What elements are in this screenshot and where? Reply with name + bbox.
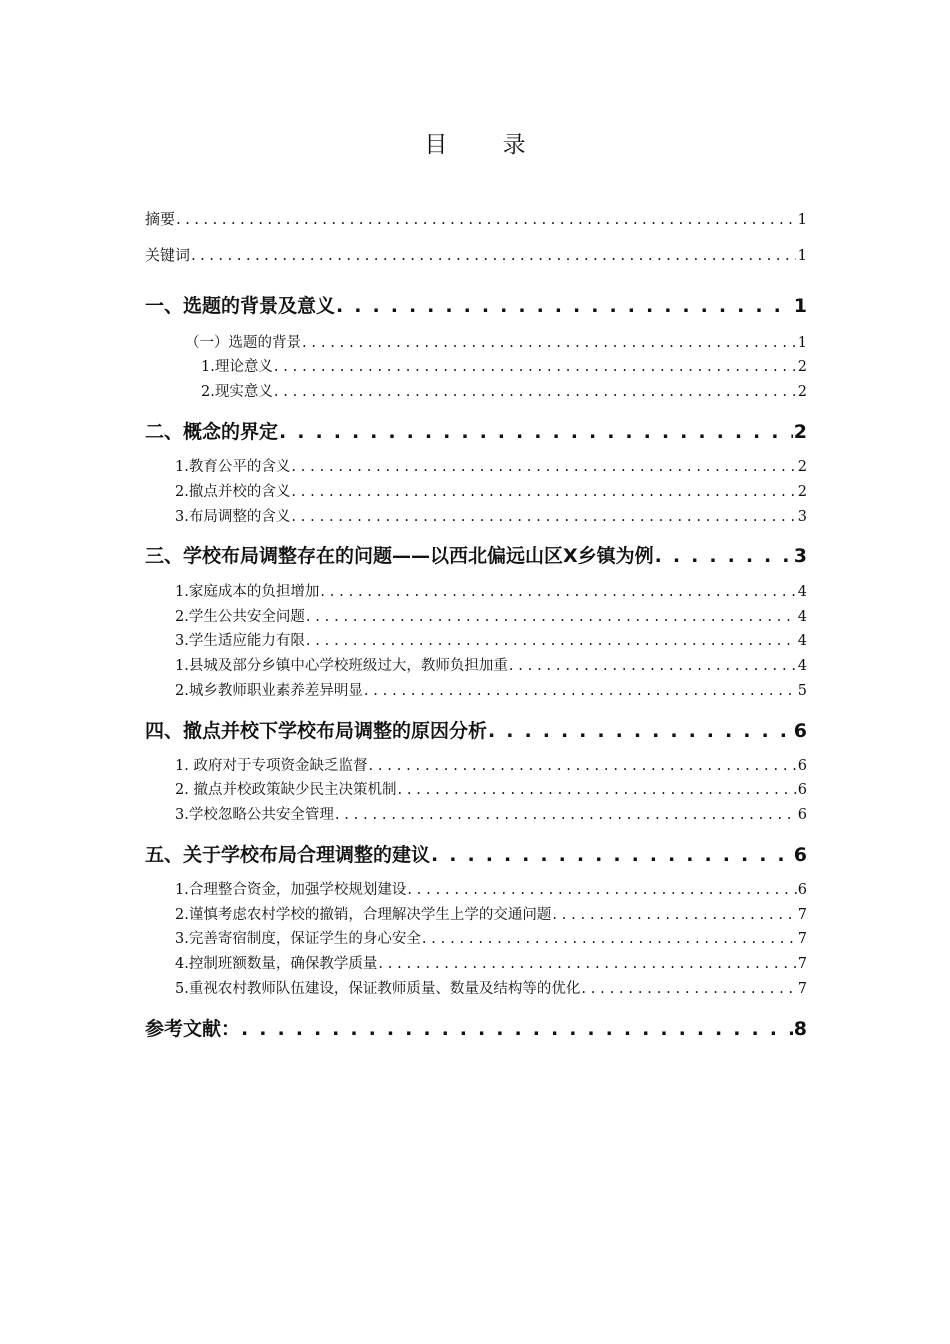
toc-entry-page: 2 bbox=[793, 421, 807, 443]
toc-entry-page: 2 bbox=[797, 459, 807, 475]
toc-entry[interactable] bbox=[145, 455, 807, 476]
dot-leader bbox=[306, 633, 797, 649]
toc-entry[interactable] bbox=[145, 927, 807, 948]
toc-entry-label: 2. 撤点并校政策缺少民主决策机制 bbox=[175, 782, 397, 798]
dot-leader bbox=[241, 1018, 793, 1040]
dot-leader bbox=[407, 882, 796, 898]
toc-entry[interactable] bbox=[145, 505, 807, 526]
dot-leader bbox=[422, 931, 797, 947]
dot-leader bbox=[191, 246, 796, 264]
toc-entry-page: 6 bbox=[793, 844, 807, 866]
toc-entry-label: 参考文献： bbox=[145, 1018, 241, 1040]
toc-section-heading[interactable] bbox=[145, 840, 807, 867]
toc-entry-label: 4.控制班额数量，确保教学质量 bbox=[175, 956, 378, 972]
toc-entry[interactable] bbox=[145, 803, 807, 824]
toc-entry-label: 2.现实意义 bbox=[201, 384, 273, 400]
dot-leader bbox=[397, 782, 796, 798]
dot-leader bbox=[364, 683, 797, 699]
toc-entry-label: 四、撤点并校下学校布局调整的原因分析 bbox=[145, 720, 488, 742]
dot-leader bbox=[302, 335, 797, 351]
toc-entry-page: 1 bbox=[797, 335, 807, 351]
dot-leader bbox=[291, 509, 796, 525]
dot-leader bbox=[176, 210, 796, 228]
toc-entry-page: 7 bbox=[797, 956, 807, 972]
toc-entry-label: 1.县城及部分乡镇中心学校班级过大，教师负担加重 bbox=[175, 658, 508, 674]
toc-entry-label: 1. 政府对于专项资金缺乏监督 bbox=[175, 758, 368, 774]
toc-entry-label: 5.重视农村教师队伍建设，保证教师质量、数量及结构等的优化 bbox=[175, 981, 581, 997]
toc-section-heading[interactable] bbox=[145, 541, 807, 568]
dot-leader bbox=[279, 421, 793, 443]
toc-entry-label: 2.谨慎考虑农村学校的撤销，合理解决学生上学的交通问题 bbox=[175, 907, 552, 923]
toc-entry-page: 7 bbox=[797, 907, 807, 923]
dot-leader bbox=[655, 545, 793, 567]
toc-entry-page: 4 bbox=[797, 658, 807, 674]
toc-entry[interactable] bbox=[145, 679, 807, 700]
toc-entry-page: 6 bbox=[793, 720, 807, 742]
toc-entry[interactable] bbox=[145, 244, 807, 265]
toc-entry-label: 关键词 bbox=[145, 246, 191, 264]
toc-entry-page: 6 bbox=[797, 782, 807, 798]
toc-entry-label: 一、选题的背景及意义 bbox=[145, 295, 336, 317]
toc-entry-page: 6 bbox=[797, 807, 807, 823]
toc-entry-page: 1 bbox=[793, 295, 807, 317]
toc-entry[interactable] bbox=[145, 754, 807, 775]
toc-entry[interactable] bbox=[145, 977, 807, 998]
dot-leader bbox=[581, 981, 796, 997]
dot-leader bbox=[431, 844, 793, 866]
toc-section-heading[interactable] bbox=[145, 716, 807, 743]
dot-leader bbox=[509, 658, 797, 674]
dot-leader bbox=[368, 758, 796, 774]
toc-entry[interactable] bbox=[145, 778, 807, 799]
dot-leader bbox=[320, 584, 796, 600]
toc-entry-page: 2 bbox=[797, 359, 807, 375]
toc-entry[interactable] bbox=[145, 903, 807, 924]
toc-entry-label: 3.完善寄宿制度，保证学生的身心安全 bbox=[175, 931, 421, 947]
toc-entry[interactable] bbox=[145, 629, 807, 650]
toc-entry-label: 二、概念的界定 bbox=[145, 421, 279, 443]
toc-entry-page: 1 bbox=[797, 210, 807, 228]
toc-entry-page: 3 bbox=[797, 509, 807, 525]
toc-entry-page: 8 bbox=[793, 1018, 807, 1040]
toc-entry-label: 1.合理整合资金，加强学校规划建设 bbox=[175, 882, 407, 898]
dot-leader bbox=[306, 609, 797, 625]
toc-entry-page: 7 bbox=[797, 931, 807, 947]
toc-entry[interactable] bbox=[145, 480, 807, 501]
page-title: 目 录 bbox=[424, 132, 550, 158]
toc-entry-label: 三、学校布局调整存在的问题——以西北偏远山区X乡镇为例 bbox=[145, 545, 654, 567]
toc-entry-page: 4 bbox=[797, 584, 807, 600]
toc-entry-page: 1 bbox=[797, 246, 807, 264]
toc-entry[interactable] bbox=[145, 605, 807, 626]
toc-entry-page: 6 bbox=[797, 882, 807, 898]
toc-entry-label: 1.理论意义 bbox=[201, 359, 273, 375]
toc-entry-label: 1.教育公平的含义 bbox=[175, 459, 291, 475]
toc-entry[interactable] bbox=[145, 208, 807, 229]
dot-leader bbox=[378, 956, 796, 972]
toc-entry-label: 1.家庭成本的负担增加 bbox=[175, 584, 320, 600]
toc-entry[interactable] bbox=[145, 580, 807, 601]
toc-entry[interactable] bbox=[145, 878, 807, 899]
toc-entry-page: 2 bbox=[797, 384, 807, 400]
toc-entry[interactable] bbox=[145, 331, 807, 352]
dot-leader bbox=[336, 295, 793, 317]
toc-entry-page: 4 bbox=[797, 609, 807, 625]
toc-entry-label: 3.学校忽略公共安全管理 bbox=[175, 807, 334, 823]
toc-entry-label: 摘要 bbox=[145, 210, 176, 228]
toc-entry-label: 2.撤点并校的含义 bbox=[175, 484, 291, 500]
toc-entry[interactable] bbox=[145, 380, 807, 401]
toc-section-heading[interactable] bbox=[145, 291, 807, 318]
toc-entry-label: 3.学生适应能力有限 bbox=[175, 633, 305, 649]
toc-entry-label: 3.布局调整的含义 bbox=[175, 509, 291, 525]
dot-leader bbox=[274, 359, 797, 375]
dot-leader bbox=[552, 907, 796, 923]
toc-entry-label: 2.学生公共安全问题 bbox=[175, 609, 305, 625]
toc-entry[interactable] bbox=[145, 952, 807, 973]
toc-entry-label: 五、关于学校布局合理调整的建议 bbox=[145, 844, 431, 866]
toc-entry-page: 3 bbox=[793, 545, 807, 567]
toc-entry-label: 2.城乡教师职业素养差异明显 bbox=[175, 683, 363, 699]
dot-leader bbox=[335, 807, 797, 823]
dot-leader bbox=[291, 459, 796, 475]
toc-entry-page: 5 bbox=[797, 683, 807, 699]
toc-entry-label: （一）选题的背景 bbox=[185, 335, 301, 351]
toc-entry-page: 6 bbox=[797, 758, 807, 774]
toc-entry-page: 2 bbox=[797, 484, 807, 500]
dot-leader bbox=[274, 384, 797, 400]
toc-entry-page: 7 bbox=[797, 981, 807, 997]
toc-entry[interactable] bbox=[145, 355, 807, 376]
toc-section-heading[interactable] bbox=[145, 1014, 807, 1041]
dot-leader bbox=[291, 484, 796, 500]
dot-leader bbox=[488, 720, 793, 742]
toc-entry[interactable] bbox=[145, 654, 807, 675]
toc-section-heading[interactable] bbox=[145, 417, 807, 444]
toc-entry-page: 4 bbox=[797, 633, 807, 649]
